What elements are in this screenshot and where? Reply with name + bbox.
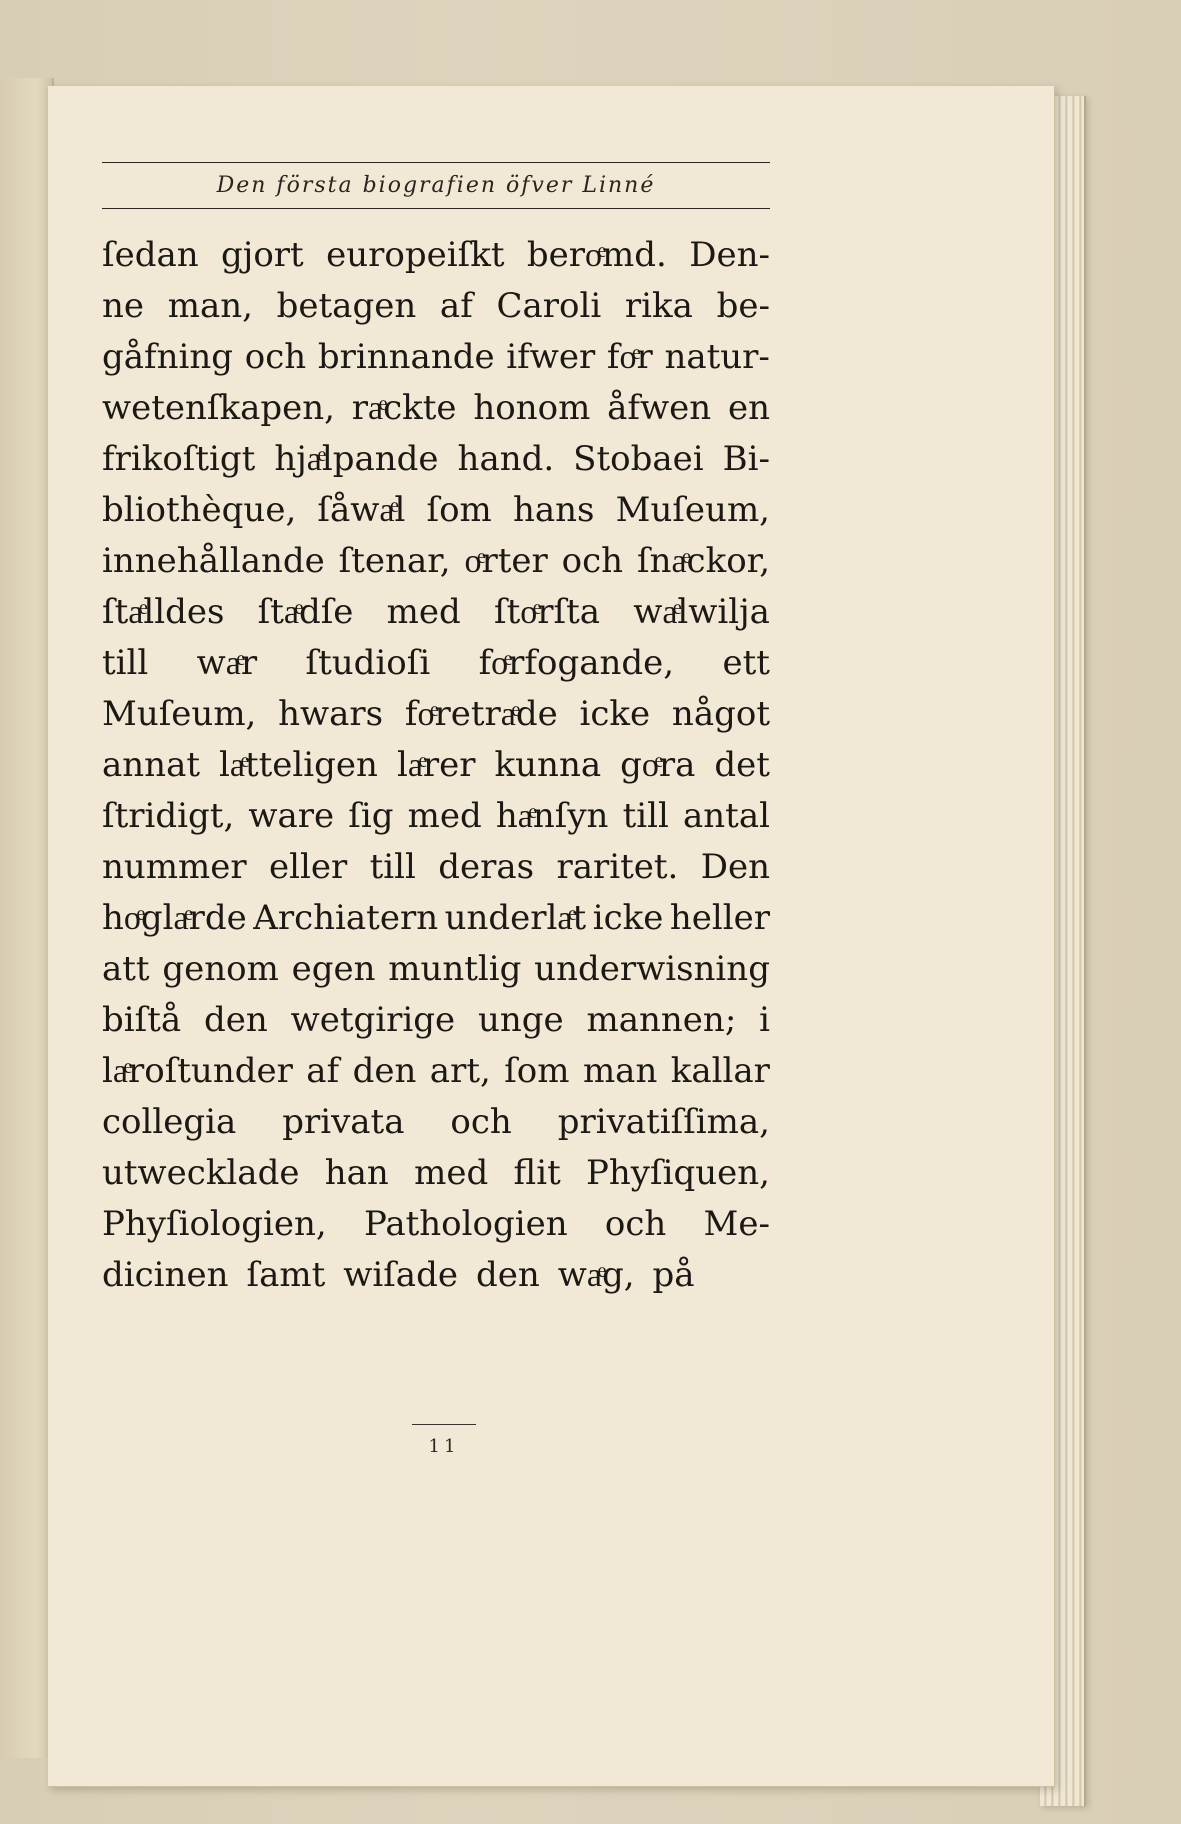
word: utwecklade	[102, 1153, 300, 1193]
word: underwisning	[534, 949, 770, 989]
word: ſom	[504, 1051, 570, 1091]
word: eller	[269, 847, 348, 887]
word: hand.	[457, 439, 555, 479]
word: flit	[513, 1153, 561, 1193]
word: Muſeum,	[615, 490, 770, 530]
word: hoͤglaͤrde	[102, 898, 247, 938]
word: den	[203, 1000, 268, 1040]
word: waͤg,	[557, 1255, 635, 1295]
text-line	[102, 740, 770, 791]
word: muntlig	[388, 949, 522, 989]
word: i	[759, 1000, 770, 1040]
word: antal	[683, 796, 770, 836]
word: ſåwaͤl	[317, 490, 406, 530]
word: man	[582, 1051, 658, 1091]
word: ſtudioſi	[305, 643, 431, 683]
word: det	[714, 745, 770, 785]
word: och	[604, 1204, 667, 1244]
word: honom	[473, 388, 591, 428]
word: betagen	[276, 286, 417, 326]
word: laͤrer	[396, 745, 476, 785]
text-line	[102, 1097, 770, 1148]
word: och	[561, 541, 624, 581]
word: natur-	[664, 337, 770, 377]
word: gåfning	[102, 337, 234, 377]
word: waͤr	[196, 643, 258, 683]
word: raritet.	[556, 847, 679, 887]
word: att	[102, 949, 150, 989]
word: haͤnſyn	[495, 796, 609, 836]
word: gjort	[221, 235, 304, 275]
word: privata	[282, 1102, 405, 1142]
word: ſtridigt,	[102, 796, 235, 836]
word: Me-	[703, 1204, 770, 1244]
word: laͤtteligen	[219, 745, 378, 785]
page-number: 11	[428, 1436, 460, 1457]
word: ſnaͤckor,	[636, 541, 770, 581]
word: underlaͤt	[444, 898, 587, 938]
word: wetgirige	[290, 1000, 456, 1040]
word: en	[727, 388, 770, 428]
word: beroͤmd.	[526, 235, 667, 275]
word: biſtå	[102, 1000, 182, 1040]
word: ſamt	[246, 1255, 326, 1295]
word: den	[352, 1051, 417, 1091]
word: unge	[477, 1000, 564, 1040]
word: collegia	[102, 1102, 237, 1142]
word: till	[369, 847, 416, 887]
word: heller	[669, 898, 770, 938]
word: ware	[248, 796, 335, 836]
word: brinnande	[317, 337, 495, 377]
text-line	[102, 281, 770, 332]
word: till	[102, 643, 149, 683]
word: foͤr	[606, 337, 653, 377]
word: kunna	[494, 745, 602, 785]
word: hwars	[278, 694, 384, 734]
word: hjaͤlpande	[274, 439, 439, 479]
text-line	[102, 1199, 770, 1250]
text-line	[102, 230, 770, 281]
word: rika	[624, 286, 693, 326]
text-line	[102, 944, 770, 995]
word: och	[450, 1102, 512, 1142]
word: ett	[722, 643, 770, 683]
text-line	[102, 587, 770, 638]
word: goͤra	[620, 745, 696, 785]
word: Archiatern	[253, 898, 439, 938]
word: innehållande	[102, 541, 325, 581]
word: med	[407, 796, 482, 836]
text-line	[102, 995, 770, 1046]
word: med	[414, 1153, 489, 1193]
word: wiſade	[343, 1255, 458, 1295]
word: något	[671, 694, 770, 734]
text-line	[102, 1148, 770, 1199]
word: ſom	[426, 490, 492, 530]
word: annat	[102, 745, 200, 785]
word: Pathologien	[363, 1204, 568, 1244]
word: Den	[700, 847, 770, 887]
word: be-	[716, 286, 770, 326]
word: af	[439, 286, 473, 326]
word: raͤckte	[351, 388, 457, 428]
text-line	[102, 791, 770, 842]
word: ſedan	[102, 235, 199, 275]
word: ne	[102, 286, 145, 326]
word: wetenſkapen,	[102, 388, 335, 428]
text-line	[102, 893, 770, 944]
word: han	[324, 1153, 389, 1193]
word: europeiſkt	[326, 235, 505, 275]
word: icke	[592, 898, 664, 938]
word: ifwer	[506, 337, 596, 377]
word: oͤrter	[464, 541, 548, 581]
word: Stobaei	[573, 439, 704, 479]
body-text	[102, 230, 770, 1301]
word: ſtaͤdſe	[257, 592, 354, 632]
word: ſtaͤlldes	[102, 592, 225, 632]
word: genom	[162, 949, 279, 989]
word: laͤroſtunder	[102, 1051, 293, 1091]
word: nummer	[102, 847, 247, 887]
word: Bi-	[722, 439, 770, 479]
word: Den-	[689, 235, 770, 275]
text-line	[102, 536, 770, 587]
word: icke	[579, 694, 651, 734]
word: ſtenar,	[338, 541, 451, 581]
word: ſtoͤrſta	[493, 592, 601, 632]
word: frikoſtigt	[102, 439, 256, 479]
word: åfwen	[607, 388, 712, 428]
text-line	[102, 434, 770, 485]
word: man,	[167, 286, 253, 326]
running-header	[102, 162, 770, 209]
word: Muſeum,	[102, 694, 257, 734]
word: foͤrfogande,	[478, 643, 675, 683]
word: dicinen	[102, 1255, 229, 1295]
text-line	[102, 689, 770, 740]
word: hans	[512, 490, 595, 530]
word: foͤretraͤde	[404, 694, 558, 734]
word: mannen;	[586, 1000, 737, 1040]
text-line	[102, 1250, 770, 1301]
text-line	[102, 1046, 770, 1097]
word: deras	[438, 847, 535, 887]
text-line	[102, 332, 770, 383]
word: Phyſiologien,	[102, 1204, 327, 1244]
word: ſig	[348, 796, 394, 836]
word: Caroli	[496, 286, 602, 326]
word: egen	[291, 949, 376, 989]
text-line	[102, 383, 770, 434]
word: den	[475, 1255, 540, 1295]
word: och	[244, 337, 307, 377]
facing-page-edge	[0, 78, 54, 1758]
word: till	[622, 796, 669, 836]
footer-rule	[412, 1424, 476, 1425]
word: med	[386, 592, 461, 632]
word: privatiſſima,	[557, 1102, 770, 1142]
word: Phyſiquen,	[586, 1153, 770, 1193]
word: bliothèque,	[102, 490, 297, 530]
word: af	[306, 1051, 340, 1091]
text-line	[102, 842, 770, 893]
word: på	[652, 1255, 695, 1295]
text-line	[102, 485, 770, 536]
word: kallar	[670, 1051, 770, 1091]
word: waͤlwilja	[633, 592, 770, 632]
text-line	[102, 638, 770, 689]
running-title: Den första biografien öfver Linné	[216, 173, 656, 198]
header-bottom-rule	[102, 208, 770, 209]
word: art,	[429, 1051, 491, 1091]
